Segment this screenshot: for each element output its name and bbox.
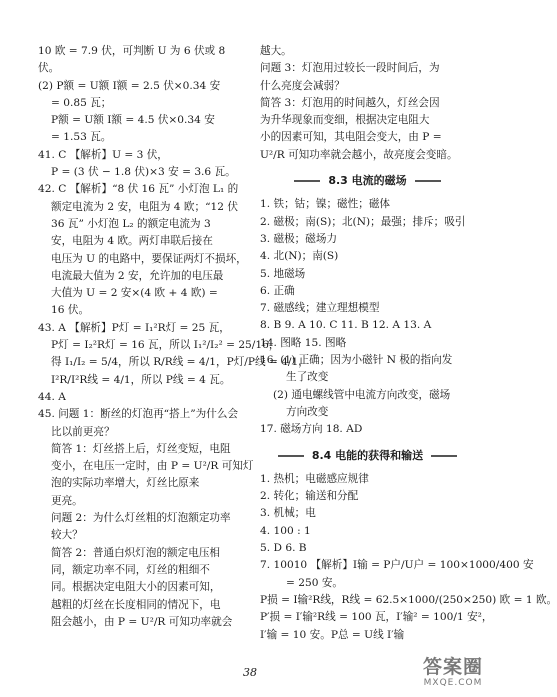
text-line: 44. A [38, 390, 66, 403]
text-line: 2. 磁极；南(S)；北(N)；最强；排斥；吸引 [260, 215, 466, 228]
text-line: 14. 图略 15. 图略 [260, 336, 347, 349]
page-number: 38 [243, 666, 257, 679]
text-line: = 250 安。 [286, 576, 344, 589]
text-line: 17. 磁场方向 18. AD [260, 423, 363, 436]
text-line: U²/R 可知功率就会越小，故亮度会变暗。 [260, 148, 458, 161]
text-line: 电压为 U 的电路中，要保证两灯不损坏， [51, 252, 247, 265]
text-line: 4. 100 : 1 [260, 524, 311, 537]
text-line: 5. D 6. B [260, 542, 307, 555]
text-line: 大值为 U = 2 安×(4 欧 + 4 欧) = [51, 287, 218, 300]
section-heading-8-4 [260, 447, 475, 464]
text-line: 1. 热机；电磁感应规律 [260, 472, 369, 485]
text-line: 简答 1：灯丝搭上后，灯丝变短，电阻 [51, 442, 231, 455]
text-line: 10 欧 = 7.9 伏，可判断 U 为 6 伏或 8 [38, 45, 226, 57]
text-line: 36 瓦” 小灯泡 L₂ 的额定电流为 3 [51, 217, 211, 230]
text-line: 什么亮度会减弱？ [260, 79, 345, 92]
text-line: 越粗的灯丝在长度相同的情况下，电 [51, 598, 221, 611]
text-line: 生了改变 [286, 371, 329, 384]
text-line: 43. A 【解析】P灯 = I₁²R灯 = 25 瓦， [38, 321, 230, 334]
text-line: 比以前更亮？ [51, 425, 115, 438]
text-line: P损 = I输²R线，R线 = 62.5×1000/(250×250) 欧 = 1 欧。 [260, 593, 557, 606]
text-line: 41. C 【解析】U = 3 伏， [38, 148, 168, 161]
text-line: = 0.85 瓦； [51, 96, 112, 109]
text-line: P = (3 伏 − 1.8 伏)×3 安 = 3.6 瓦。 [51, 166, 236, 179]
text-line: 2. 转化；输送和分配 [260, 490, 359, 503]
text-line: = 1.53 瓦。 [51, 131, 112, 144]
text-line: I²R/I²R线 = 4/1，所以 P线 = 4 瓦。 [51, 373, 231, 386]
watermark-logo [414, 657, 492, 691]
text-line: 伏。 [38, 62, 60, 75]
answers-continued [260, 43, 475, 164]
text-line: 1. 铁；钴；镍；磁性；磁体 [260, 198, 391, 211]
text-line: 7. 磁感线；建立理想模型 [260, 302, 380, 315]
text-line: 6. 正确 [260, 284, 295, 297]
text-line: 问题 2：为什么灯丝粗的灯泡额定功率 [51, 512, 231, 525]
text-line: 8. B 9. A 10. C 11. B 12. A 13. A [260, 319, 432, 332]
text-line: 3. 机械；电 [260, 507, 316, 520]
text-line: 45. 问题 1：断丝的灯泡再“搭上”为什么会 [38, 408, 239, 421]
text-line: 3. 磁极；磁场力 [260, 232, 338, 245]
section-heading-8-3 [260, 172, 475, 189]
text-line: P灯 = I₂²R灯 = 16 瓦，所以 I₁²/I₂² = 25/16， [51, 339, 280, 352]
section-title: 8.4 电能的获得和输送 [311, 448, 424, 462]
text-line: (2) P额 = U额 I额 = 2.5 伏×0.34 安 [38, 79, 221, 92]
text-line: 简答 2：普通白炽灯泡的额定电压相 [51, 546, 221, 559]
right-column [260, 43, 557, 644]
text-line: 简答 3：灯泡用的时间越久，灯丝会因 [260, 96, 440, 109]
watermark-text: 答案圈 [422, 656, 483, 678]
text-line: 越大。 [260, 45, 292, 57]
text-line: 为升华现象而变细，根据决定电阻大 [260, 114, 430, 127]
text-line: I′输 = 10 安。P总 = U线 I′输 [260, 628, 405, 641]
text-line: 阻会越小，由 P = U²/R 可知功率就会 [51, 615, 233, 628]
text-line: 同。根据决定电阻大小的因素可知， [51, 581, 221, 594]
heading-rule-right [415, 180, 441, 182]
text-line: P′损 = I′输²R线 = 100 瓦，I′输² = 100/1 安²， [260, 611, 493, 624]
text-line: 小的因素可知，其电阻会变大，由 P = [260, 131, 442, 144]
text-line: (2) 通电螺线管中电流方向改变，磁场 [273, 388, 451, 401]
text-line: 更亮。 [51, 494, 83, 507]
text-line: 变小，在电压一定时，由 P = U²/R 可知灯 [51, 460, 254, 473]
text-line: 得 I₁/I₂ = 5/4，所以 R/R线 = 4/1，P灯/P线 = 4/1， [51, 356, 309, 369]
text-line: P额 = U额 I额 = 4.5 伏×0.34 安 [51, 114, 215, 127]
text-line: 较大？ [51, 529, 83, 542]
text-line: 方向改变 [286, 405, 329, 418]
section-8-3-answers [260, 196, 475, 438]
heading-rule-left [278, 455, 304, 457]
section-title: 8.3 电流的磁场 [328, 174, 407, 188]
text-line: 泡的实际功率增大，灯丝比原来 [51, 477, 200, 490]
section-8-4-answers [260, 471, 557, 644]
text-line: 16 伏。 [51, 304, 90, 317]
text-line: 42. C 【解析】“8 伏 16 瓦” 小灯泡 L₁ 的 [38, 183, 239, 196]
heading-rule-left [294, 180, 320, 182]
text-line: 4. 北(N)；南(S) [260, 250, 339, 263]
watermark-url: MXQE.COM [423, 678, 483, 688]
text-line: 16. (1) 正确；因为小磁针 N 极的指向发 [260, 354, 453, 367]
text-line: 问题 3：灯泡用过较长一段时间后，为 [260, 62, 440, 75]
text-line: 电流最大值为 2 安，允许加的电压最 [51, 269, 224, 282]
text-line: 5. 地磁场 [260, 267, 306, 280]
text-line: 7. 10010 【解析】I输 = P户/U户 = 100×1000/400 安 [260, 559, 534, 572]
text-line: 同，额定功率不同，灯丝的粗细不 [51, 563, 210, 576]
text-line: 额定电流为 2 安，电阻为 4 欧；“12 伏 [51, 200, 238, 213]
heading-rule-right [431, 455, 457, 457]
text-line: 安，电阻为 4 欧。两灯串联后接在 [51, 235, 213, 248]
